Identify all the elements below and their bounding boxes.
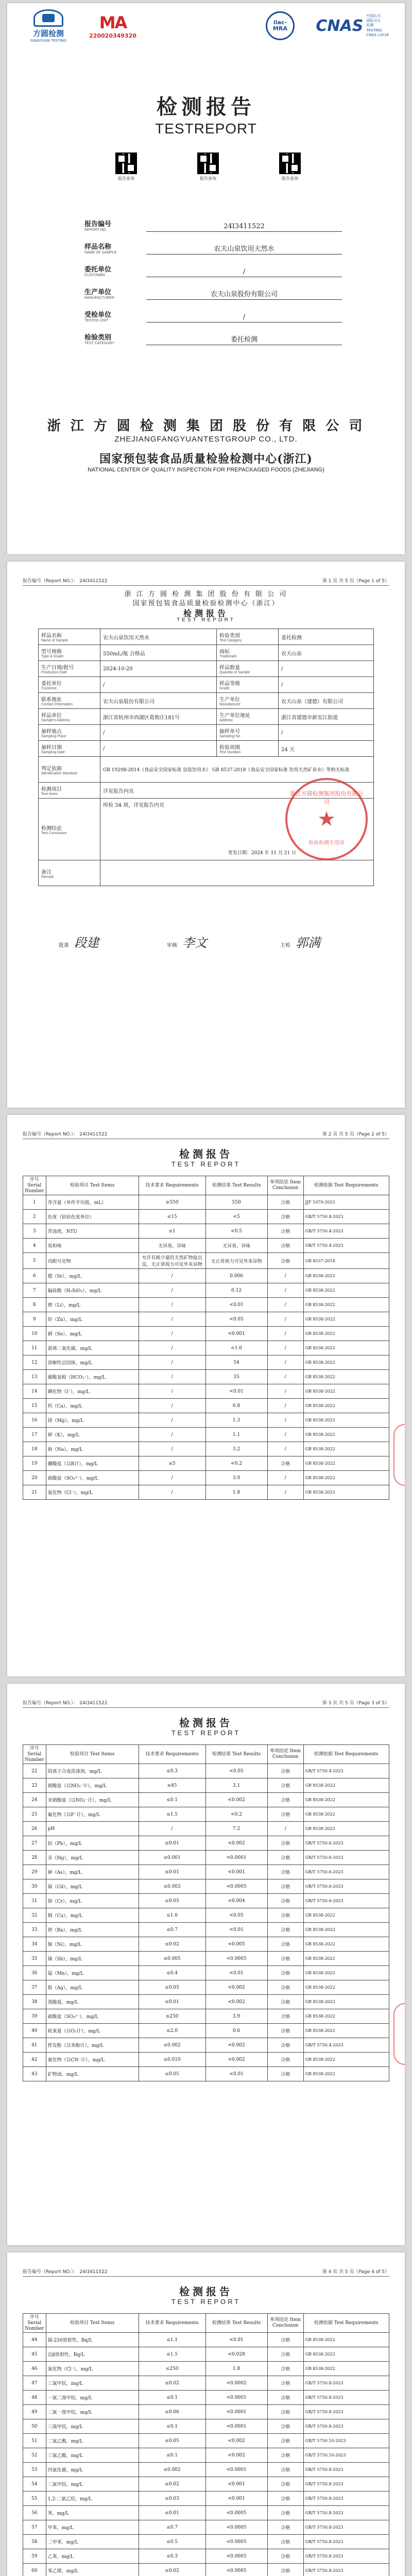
table-row: 25 氟化物（以F⁻计），mg/L ≤1.5 <0.2 合格 GB 8538-2022 [23, 1807, 389, 1822]
table-row: 5 肉眼可见物 允许有极少量的天然矿物盐沉淀，无正常视力可见外来异物 无正常视力可见外来异物 合格 GB 8537-2018 [23, 1253, 389, 1269]
results-page-2 [7, 1684, 405, 2245]
seam-seal [393, 1424, 405, 1486]
table-row: 16 镁（Mg），mg/L / 1.3 / GB 8538-2022 [23, 1413, 389, 1428]
report-info-page [7, 562, 405, 1108]
table-row: 13 碳酸氢根（HCO₃⁻），mg/L / 35 / GB 8538-2022 [23, 1370, 389, 1384]
cover-field-category: 检验类别 TEST CATEGORY 委托检测 [84, 323, 342, 345]
qr-codes: 报告查询 报告查询 报告查询 [115, 152, 301, 183]
table-row: 30 镉（Cd），mg/L ≤0.003 <0.0005 合格 GB/T 5750.6-2023 [23, 1879, 389, 1894]
report-title: 检测报告 [179, 1148, 233, 1160]
table-row: 23 硝酸盐（以NO₃⁻计），mg/L ≤45 3.1 合格 GB 8538-2022 [23, 1778, 389, 1793]
table-row: 36 锰（Mn），mg/L ≤0.4 <0.01 合格 GB 8538-2022 [23, 1966, 389, 1980]
table-row: 27 铅（Pb），mg/L ≤0.01 <0.002 合格 GB/T 5750.6-2023 [23, 1836, 389, 1851]
table-row: 34 镍（Ni），mg/L ≤0.02 <0.005 合格 GB 8538-2022 [23, 1937, 389, 1952]
table-header-row: 序号 Serial Number 检验项目 Test Items 技术要求 Requirements 检测结果 Test Results 单项结论 Item Conclusion 检测依据 Test Requirements [23, 1176, 389, 1195]
table-row: 备注 Remark [39, 860, 374, 886]
page-header: 报告编号（Report NO.）： 24I3411522 第 3 页 共 5 页（Page 3 of 5） [23, 1701, 389, 1706]
table-row: 54 二氯甲烷，mg/L ≤0.02 <0.001 合格 GB/T 5750.8-2023 [23, 2477, 389, 2492]
report-title: 检测报告 [179, 2285, 233, 2298]
table-row: 43 矿物油，mg/L ≤0.05 <0.01 合格 GB 8538-2022 [23, 2067, 389, 2081]
fangyuan-logo: 方圆检测 FANGYUAN TESTING [18, 7, 79, 44]
table-row: 检测结论 Test Conclusion 所检 34 项，详见报告内页 签发日期：2024 年 11 月 21 日 [39, 799, 374, 860]
divider [23, 2276, 389, 2277]
qr-code-icon[interactable] [279, 152, 301, 174]
report-title: 检测报告 [183, 608, 229, 618]
results-table [23, 2313, 389, 2576]
cover-field-manufacturer: 生产单位 MANUFACTURER 农夫山泉股份有限公司 [84, 277, 342, 300]
page-header: 报告编号（Report NO.）： 24I3411522 第 1 页 共 5 页（Page 1 of 5） [23, 579, 389, 584]
table-row: 41 挥发酚（以苯酚计），mg/L ≤0.002 <0.002 合格 GB/T 5750.4-2023 [23, 2038, 389, 2053]
results-page-3 [7, 2252, 405, 2576]
table-row: 60 苯乙烯，mg/L ≤0.02 <0.0005 合格 GB/T 5750.8-2023 [23, 2564, 389, 2576]
table-row: 52 三氯乙酸，mg/L ≤0.1 <0.002 合格 GB/T 5750.10-2023 [23, 2448, 389, 2463]
center-name-cn: 国家预包装食品质量检验检测中心(浙江) [99, 452, 313, 466]
table-row: 40 耗氧量（以O₂计），mg/L ≤2.0 0.6 合格 GB 8538-2022 [23, 2024, 389, 2038]
page-header: 报告编号（Report NO.）： 24I3411522 第 4 页 共 5 页（Page 4 of 5） [23, 2269, 389, 2275]
star-icon: ★ [317, 807, 336, 831]
ilac-mark-icon: ilac-MRA [266, 11, 295, 40]
cover-field-customer: 委托单位 CUSTOMER / [84, 255, 342, 277]
table-row: 48 一氯二溴甲烷，mg/L ≤0.1 <0.0001 合格 GB/T 5750.8-2023 [23, 2391, 389, 2405]
table-row: 6 锶（Sr），mg/L / 0.006 / GB 8538-2022 [23, 1269, 389, 1283]
table-row: 14 碘化物（I⁻），mg/L / <0.01 / GB 8538-2022 [23, 1384, 389, 1399]
table-row: 44 镭-226放射性，Bq/L ≤1.1 <0.01 合格 GB 8538-2022 [23, 2333, 389, 2347]
table-row: 4 臭和味 无异臭、异味 无异臭、异味 合格 GB/T 5750.4-2023 [23, 1239, 389, 1253]
table-row: 26 pH / 7.2 / GB 8538-2022 [23, 1822, 389, 1836]
cover-field-sample: 样品名称 NAME OF SAMPLE 农夫山泉饮用天然水 [84, 232, 342, 255]
cnas-logo: CNAS 中国认可 国际互认 检测 TESTING CNAS L3518 [316, 14, 389, 37]
table-header-row: 序号 Serial Number 检验项目 Test Items 技术要求 Requirements 检测结果 Test Results 单项结论 Item Conclusion 检测依据 Test Requirements [23, 2314, 389, 2333]
table-row: 39 硫酸盐（SO₄²⁻），mg/L ≤250 3.9 合格 GB 8538-2022 [23, 2009, 389, 2024]
table-row: 3 浑浊度，NTU ≤1 <0.5 合格 GB/T 5750.4-2023 [23, 1224, 389, 1239]
table-row: 51 二氯乙酸，mg/L ≤0.05 <0.002 合格 GB/T 5750.10-2023 [23, 2434, 389, 2448]
table-row: 49 二氯一溴甲烷，mg/L ≤0.06 <0.0001 合格 GB/T 5750.8-2023 [23, 2405, 389, 2419]
cover-info-list [84, 209, 342, 345]
table-row: 35 锑（Sb），mg/L ≤0.005 <0.0005 合格 GB 8538-2022 [23, 1952, 389, 1966]
report-subtitle: TEST REPORT [177, 617, 235, 623]
table-row: 17 钾（K），mg/L / 1.1 / GB 8538-2022 [23, 1428, 389, 1442]
table-row: 29 砷（As），mg/L ≤0.01 <0.001 合格 GB/T 5750.6-2023 [23, 1865, 389, 1879]
report-subtitle: TEST REPORT [171, 2298, 241, 2306]
page-header: 报告编号（Report NO.）： 24I3411522 第 2 页 共 5 页（Page 2 of 5） [23, 1132, 389, 1137]
table-row: 7 偏硅酸（H₂SiO₃），mg/L / 0.12 / GB 8538-2022 [23, 1283, 389, 1298]
table-row: 2 色度（铂钴色度单位） ≤15 <5 合格 GB/T 5750.4-2023 [23, 1210, 389, 1224]
official-seal: 浙江方圆检测集团股份有限公司 ★ 检验检测专用章 [285, 778, 368, 860]
table-row: 20 硫酸盐（SO₄²⁻），mg/L / 3.9 / GB 8538-2022 [23, 1471, 389, 1485]
results-page-1 [7, 1115, 405, 1676]
table-row: 11 游离二氧化碳，mg/L / <1.0 / GB 8538-2022 [23, 1341, 389, 1355]
table-row: 生产日期/批号 Production Date 2024-10-20 样品数量 Quantity of Sample / [39, 661, 374, 677]
cover-field-report-no: 报告编号 REPORT NO. 24I3411522 [84, 209, 342, 232]
table-row: 9 锌（Zn），mg/L / <0.05 / GB 8538-2022 [23, 1312, 389, 1327]
logo-bar [18, 7, 394, 48]
table-row: 47 三氯甲烷，mg/L ≤0.02 <0.0002 合格 GB/T 5750.8-2023 [23, 2376, 389, 2391]
table-row: 50 三溴甲烷，mg/L ≤0.1 <0.0001 合格 GB/T 5750.8-2023 [23, 2419, 389, 2434]
table-row: 抽样日期 Sampling Date / 检验周期 Test Duration 24 天 [39, 741, 374, 757]
results-table [23, 1176, 389, 1500]
table-row: 抽样地点 Sampling Place / 抽样单号 Sampling No. / [39, 725, 374, 741]
results-table [23, 1744, 389, 2081]
qr-code-icon[interactable] [197, 152, 219, 174]
table-row: 15 钙（Ca），mg/L / 6.8 / GB 8538-2022 [23, 1399, 389, 1413]
table-row: 33 钡（Ba），mg/L ≤0.7 <0.01 合格 GB 8538-2022 [23, 1923, 389, 1937]
signature-row: 批准 段建 审核 李文 主检 郭满 [59, 936, 320, 950]
table-row: 42 氰化物（以CN⁻计），mg/L ≤0.010 <0.002 合格 GB 8538-2022 [23, 2053, 389, 2067]
table-row: 判定依据 Identification Standard GB 19298-2014《食品安全国家标准 包装饮用水》 GB 8537-2018《食品安全国家标准 饮用天然矿泉水》等相关标准 [39, 757, 374, 783]
table-row: 10 硒（Se），mg/L / <0.001 / GB 8538-2022 [23, 1327, 389, 1341]
table-row: 型号规格 Type & Grade 550mL/瓶 合格品 商标 Trademark 农夫山泉 [39, 645, 374, 661]
divider [23, 1707, 389, 1708]
divider [23, 585, 389, 586]
company-name-cn: 浙 江 方 圆 检 测 集 团 股 份 有 限 公 司 [47, 418, 365, 434]
table-row: 检测项目 Test Items 详见报告内页 [39, 783, 374, 799]
table-row: 31 铬（Cr），mg/L ≤0.05 <0.004 合格 GB/T 5750.6-2023 [23, 1894, 389, 1908]
table-row: 32 铜（Cu），mg/L ≤1.0 <0.05 合格 GB 8538-2022 [23, 1908, 389, 1923]
table-row: 24 亚硝酸盐（以NO₂⁻计），mg/L ≤0.1 <0.002 合格 GB 8538-2022 [23, 1793, 389, 1807]
report-subtitle: TEST REPORT [171, 1729, 241, 1737]
center-name-en: NATIONAL CENTER OF QUALITY INSPECTION FOR PREPACKAGED FOODS (ZHEJIANG) [88, 467, 324, 473]
table-row: 38 溴酸盐，mg/L ≤0.01 <0.002 合格 GB 8538-2022 [23, 1995, 389, 2009]
table-row: 1 净含量（单件平均值，mL） ≥550 550 合格 JJF 1070-2023 [23, 1195, 389, 1210]
seam-seal [393, 2003, 405, 2065]
table-row: 22 阴离子合成洗涤剂，mg/L ≤0.3 <0.05 合格 GB/T 5750.4-2023 [23, 1764, 389, 1778]
cma-logo: MA 220020349320 [89, 12, 136, 39]
table-row: 联系地址 Contact Information 农夫山泉股份有限公司 生产单位 Manufacturer 农夫山泉（建德）有限公司 [39, 693, 374, 709]
cover-page [7, 3, 405, 554]
ilac-logo [260, 7, 301, 44]
report-title: 检测报告 [179, 1717, 233, 1729]
table-row: 样品单位 Sample's Address 浙江省杭州市西湖区葛衙庄181号 生产单位地址 Address 浙江省建德市新安江街道 [39, 709, 374, 725]
table-row: 56 苯，mg/L ≤0.01 <0.0005 合格 GB/T 5750.8-2023 [23, 2506, 389, 2520]
table-row: 委托单位 Customer / 样品等级 Grade / [39, 677, 374, 693]
table-header-row: 序号 Serial Number 检验项目 Test Items 技术要求 Requirements 检测结果 Test Results 单项结论 Item Conclusion 检测依据 Test Requirements [23, 1745, 389, 1764]
cover-subtitle: TESTREPORT [155, 121, 257, 137]
table-row: 12 溶解性总固体，mg/L / 54 / GB 8538-2022 [23, 1355, 389, 1370]
table-row: 19 硼酸盐（以B计），mg/L ≤5 <0.2 合格 GB 8538-2022 [23, 1456, 389, 1471]
cover-title: 检测报告 [157, 95, 255, 119]
report-subtitle: TEST REPORT [171, 1160, 241, 1168]
table-row: 37 银（Ag），mg/L ≤0.05 <0.002 合格 GB 8538-2022 [23, 1980, 389, 1995]
table-row: 8 锂（Li），mg/L / <0.01 / GB 8538-2022 [23, 1298, 389, 1312]
table-row: 45 总β放射性，Bq/L ≤1.5 <0.028 合格 GB 8538-2022 [23, 2347, 389, 2362]
table-row: 46 氯化物（Cl⁻），mg/L ≤250 1.8 合格 GB 8538-2022 [23, 2362, 389, 2376]
table-row: 18 钠（Na），mg/L / 3.2 / GB 8538-2022 [23, 1442, 389, 1456]
cover-field-tested-unit: 受检单位 TESTED UNIT / [84, 300, 342, 323]
company-name-en: ZHEJIANGFANGYUANTESTGROUP CO., LTD. [114, 435, 298, 444]
fangyuan-mark-icon [33, 9, 63, 27]
table-row: 55 1,2-二氯乙烷，mg/L ≤0.03 <0.001 合格 GB/T 5750.8-2023 [23, 2492, 389, 2506]
table-row: 58 二甲苯，mg/L ≤0.5 <0.0005 合格 GB/T 5750.8-2023 [23, 2535, 389, 2549]
center-name-cn: 国家预包装食品质量检验检测中心（浙江） [132, 600, 280, 607]
table-row: 53 四氯化碳，mg/L ≤0.002 <0.0001 合格 GB/T 5750.8-2023 [23, 2463, 389, 2477]
qr-code-icon[interactable] [115, 152, 137, 174]
table-row: 21 氯化物（Cl⁻），mg/L / 1.8 / GB 8538-2022 [23, 1485, 389, 1500]
company-name-cn: 浙 江 方 圆 检 测 集 团 股 份 有 限 公 司 [124, 590, 288, 598]
table-row: 28 汞（Hg），mg/L ≤0.001 <0.0001 合格 GB/T 5750.6-2023 [23, 1851, 389, 1865]
table-row: 样品名称 Name of Sample 农夫山泉饮用天然水 检验类别 Test Category 委托检测 [39, 629, 374, 645]
table-row: 57 甲苯，mg/L ≤0.7 <0.0005 合格 GB/T 5750.8-2023 [23, 2520, 389, 2535]
table-row: 59 乙苯，mg/L ≤0.3 <0.0005 合格 GB/T 5750.8-2023 [23, 2549, 389, 2564]
